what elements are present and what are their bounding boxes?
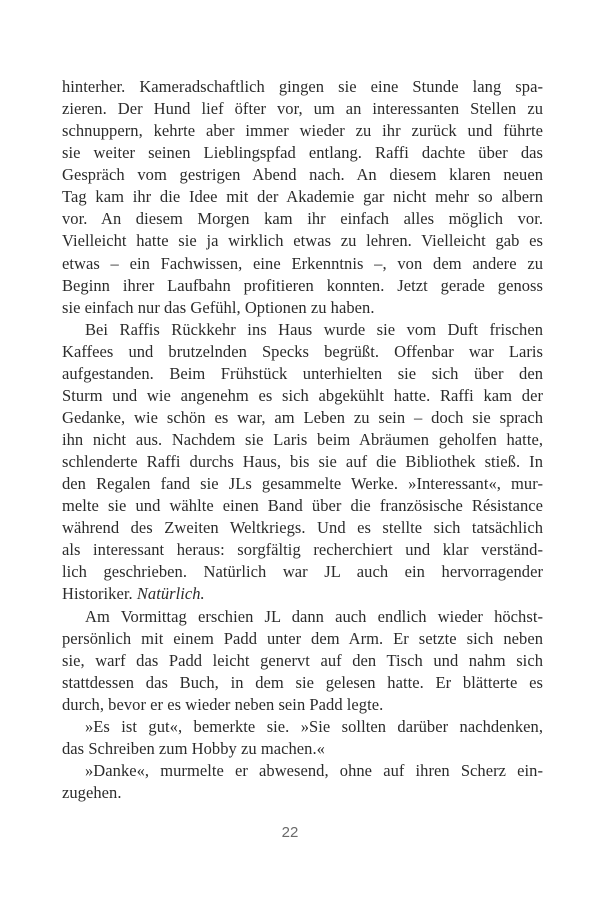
text-line: Vielleicht hatte sie ja wirklich etwas zu lehren. Vielleicht gab es (62, 231, 543, 251)
text-line: »Danke«, murmelte er abwesend, ohne auf ihren Scherz ein- (85, 760, 543, 780)
text-line: etwas – ein Fachwissen, eine Erkenntnis –, von dem andere zu (62, 253, 543, 273)
text-line: Bei Raffis Rückkehr ins Haus wurde sie vom Duft frischen (85, 319, 543, 339)
text-line: vor. An diesem Morgen kam ihr einfach alles möglich vor. (62, 209, 543, 229)
italic-text: Natürlich. (136, 584, 205, 604)
text-line: sie weiter seinen Lieblingspfad entlang. Raffi dachte über das (62, 143, 543, 163)
text-line: sie, warf das Padd leicht genervt auf den Tisch und nahm sich (62, 650, 543, 670)
text-line: das Schreiben zum Hobby zu machen.« (62, 738, 325, 758)
text-line: hinterher. Kameradschaftlich gingen sie eine Stunde lang spa- (62, 77, 543, 96)
text-line: den Regalen fand sie JLs gesammelte Werke. »Interessant«, mur- (62, 474, 543, 494)
text-line: melte sie und wählte einen Band über die französische Résistance (62, 496, 543, 516)
text-line: durch, bevor er es wieder neben sein Padd legte. (62, 694, 384, 714)
text-line: Gespräch vom gestrigen Abend nach. An diesem klaren neuen (62, 165, 543, 185)
text-line: schlenderte Raffi durchs Haus, bis sie auf die Bibliothek stieß. In (62, 452, 543, 472)
text-line: schnuppern, kehrte aber immer wieder zu ihr zurück und führte (62, 121, 543, 141)
text-line: ihn nicht aus. Nachdem sie Laris beim Abräumen geholfen hatte, (62, 430, 543, 449)
text-line: Beginn ihrer Laufbahn profitieren konnten. Jetzt gerade genoss (62, 275, 543, 295)
text-line: lich geschrieben. Natürlich war JL auch ein hervorragender (62, 562, 543, 582)
text-line: stattdessen das Buch, in dem sie gelesen hatte. Er blätterte es (62, 672, 543, 692)
page-number: 22 (281, 824, 299, 841)
text-line: zieren. Der Hund lief öfter vor, um an interessanten Stellen zu (62, 99, 543, 119)
text-line: als interessant heraus: sorgfältig recherchiert und klar verständ- (62, 540, 543, 560)
text-line: persönlich mit einem Padd unter dem Arm. Er setzte sich neben (62, 628, 543, 648)
text-line: Historiker. Natürlich. (62, 584, 205, 604)
text-line: Kaffees und brutzelnden Specks begrüßt. Offenbar war Laris (62, 341, 543, 361)
text-line: während des Zweiten Weltkriegs. Und es stellte sich tatsächlich (62, 518, 543, 538)
page-text (62, 76, 543, 804)
text-line: Am Vormittag erschien JL dann auch endlich wieder höchst- (85, 606, 543, 626)
text-line: aufgestanden. Beim Frühstück unterhielten sie sich über den (62, 363, 543, 383)
text-line: Gedanke, wie schön es war, am Leben zu sein – doch sie sprach (62, 407, 543, 427)
text-line: zugehen. (62, 783, 122, 802)
text-line: sie einfach nur das Gefühl, Optionen zu haben. (62, 297, 375, 317)
text-line: Sturm und wie angenehm es sich abgekühlt hatte. Raffi kam der (62, 385, 543, 405)
text-line: Tag kam ihr die Idee mit der Akademie gar nicht mehr so albern (62, 187, 543, 207)
text-line: »Es ist gut«, bemerkte sie. »Sie sollten darüber nachdenken, (85, 716, 543, 736)
